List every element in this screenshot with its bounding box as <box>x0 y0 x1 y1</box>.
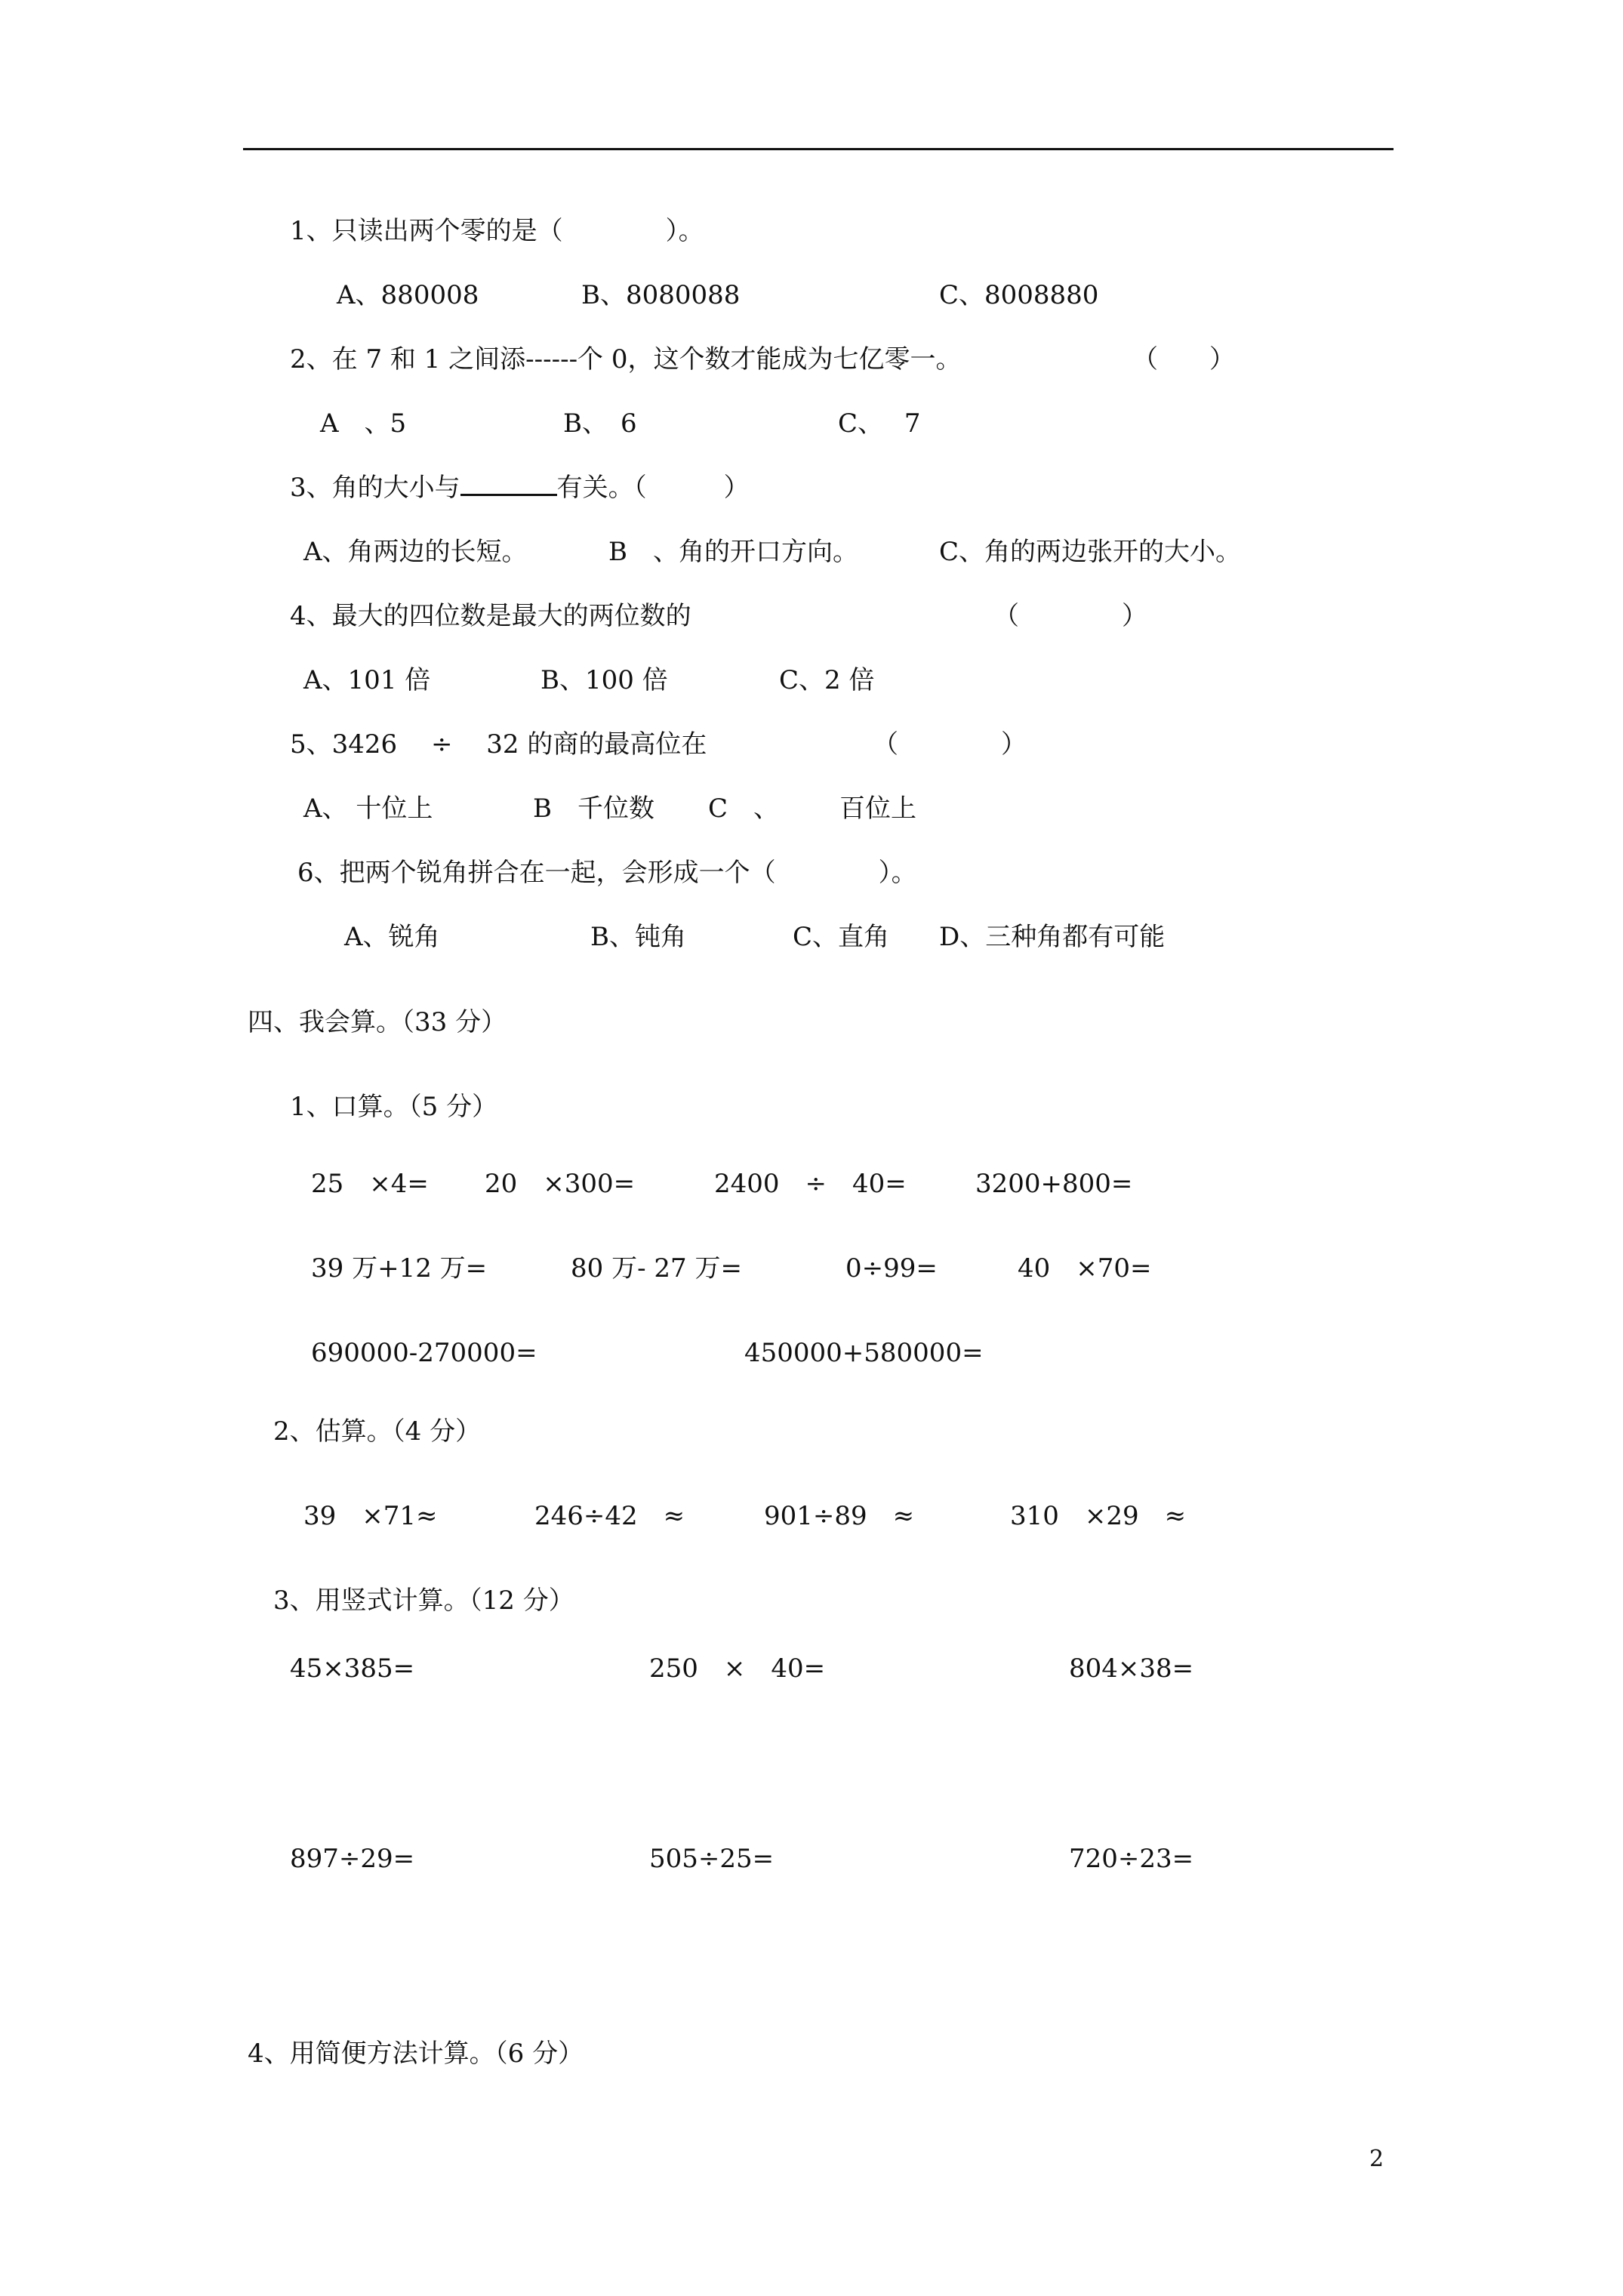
oral-calc-item: 2400 ÷ 40= <box>714 1169 907 1199</box>
oral-calc-item: 40 ×70= <box>1018 1253 1152 1284</box>
question-3-stem-before: 3、角的大小与 <box>290 473 460 503</box>
question-4-answer-paren: （ ） <box>993 601 1147 631</box>
oral-calc-item: 80 万- 27 万= <box>571 1253 742 1284</box>
question-1-stem: 1、只读出两个零的是（ ）。 <box>290 216 704 246</box>
question-5-option-b: B 千位数 <box>533 794 654 824</box>
question-4-option-a: A、101 倍 <box>303 665 431 695</box>
question-1-option-b: B、8080088 <box>581 280 741 310</box>
question-3-option-c: C、角的两边张开的大小。 <box>939 537 1242 567</box>
question-6-option-a: A、锐角 <box>344 922 440 952</box>
estimate-title: 2、估算。（4 分） <box>273 1416 482 1447</box>
question-4-option-c: C、2 倍 <box>779 665 875 695</box>
question-4-stem: 4、最大的四位数是最大的两位数的 <box>290 601 691 631</box>
oral-calc-item: 25 ×4= <box>311 1169 429 1199</box>
oral-calc-item: 690000-270000= <box>311 1338 537 1368</box>
oral-calc-item: 450000+580000= <box>744 1338 984 1368</box>
question-1-option-c: C、8008880 <box>939 280 1099 310</box>
vertical-calc-title: 3、用竖式计算。（12 分） <box>273 1586 574 1616</box>
question-5-stem: 5、3426 ÷ 32 的商的最高位在 <box>290 729 707 760</box>
question-5-option-a: A、 十位上 <box>303 794 433 824</box>
question-5-option-c: C 、 <box>708 794 780 824</box>
vertical-calc-item: 897÷29= <box>290 1844 415 1874</box>
question-6-stem: 6、把两个锐角拼合在一起，会形成一个（ ）。 <box>297 858 917 888</box>
oral-calc-item: 0÷99= <box>845 1253 938 1284</box>
question-2-stem: 2、在 7 和 1 之间添------个 0，这个数才能成为七亿零一。 <box>290 344 962 374</box>
question-2-option-b: B、 6 <box>563 408 637 439</box>
question-3-option-a: A、角两边的长短。 <box>303 537 528 567</box>
question-1-option-a: A、880008 <box>337 280 479 310</box>
question-6-option-d: D、三种角都有可能 <box>939 922 1166 952</box>
header-rule <box>243 148 1394 150</box>
vertical-calc-item: 720÷23= <box>1069 1844 1194 1874</box>
question-2-answer-paren: （ ） <box>1132 344 1235 374</box>
question-5-option-c-text: 百位上 <box>839 794 916 824</box>
oral-calc-item: 3200+800= <box>975 1169 1133 1199</box>
oral-calc-item: 39 万+12 万= <box>311 1253 488 1284</box>
question-3-blank <box>460 473 557 496</box>
question-6-option-c: C、直角 <box>793 922 890 952</box>
estimate-item: 39 ×71≈ <box>303 1501 438 1531</box>
estimate-item: 901÷89 ≈ <box>764 1501 915 1531</box>
question-6-option-b: B、钝角 <box>590 922 686 952</box>
estimate-item: 310 ×29 ≈ <box>1010 1501 1187 1531</box>
question-5-answer-paren: （ ） <box>873 729 1027 760</box>
question-3-stem <box>290 473 750 503</box>
vertical-calc-item: 804×38= <box>1069 1653 1194 1684</box>
question-3-stem-after: 有关。（ ） <box>556 473 750 503</box>
page-number: 2 <box>1369 2146 1384 2172</box>
question-4-option-b: B、100 倍 <box>540 665 668 695</box>
question-3-option-b: B 、角的开口方向。 <box>608 537 858 567</box>
vertical-calc-item: 505÷25= <box>649 1844 775 1874</box>
section-four-title: 四、我会算。（33 分） <box>248 1007 507 1037</box>
vertical-calc-item: 250 × 40= <box>649 1653 826 1684</box>
question-2-option-c: C、 7 <box>838 408 921 439</box>
oral-calc-title: 1、口算。（5 分） <box>290 1092 498 1122</box>
simple-calc-title: 4、用简便方法计算。（6 分） <box>248 2039 584 2069</box>
oral-calc-item: 20 ×300= <box>485 1169 636 1199</box>
estimate-item: 246÷42 ≈ <box>534 1501 685 1531</box>
question-2-option-a: A 、5 <box>320 408 407 439</box>
vertical-calc-item: 45×385= <box>290 1653 415 1684</box>
